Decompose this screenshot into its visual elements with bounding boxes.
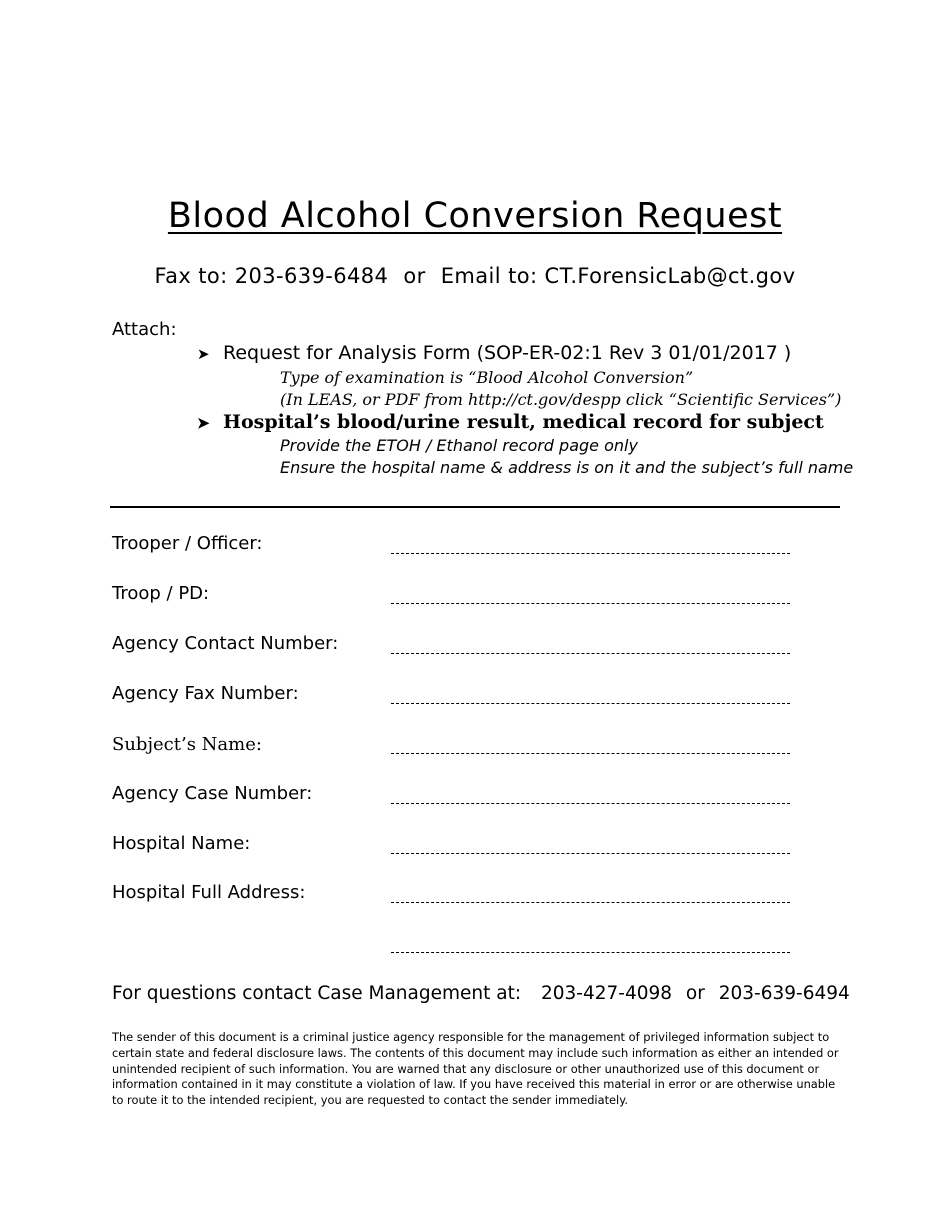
attach-label: Attach: — [112, 319, 177, 340]
attach-item-text: Hospital’s blood/urine result, medical record for subject — [223, 411, 824, 433]
field-label-agency-fax-number: Agency Fax Number: — [112, 683, 299, 704]
field-line-hospital-address-2[interactable] — [391, 952, 790, 953]
fax-label: Fax to: — [154, 264, 228, 288]
attach-item-hospital-record — [197, 411, 824, 433]
attach-item-text: Request for Analysis Form (SOP-ER-02:1 Rev 3 01/01/2017 ) — [223, 342, 792, 364]
questions-text: For questions contact Case Management at: — [112, 983, 522, 1004]
field-line-trooper-officer[interactable] — [391, 553, 790, 554]
section-divider — [110, 506, 840, 508]
case-management-phone-2: 203-639-6494 — [718, 983, 850, 1004]
page-title: Blood Alcohol Conversion Request — [167, 196, 783, 236]
field-label-troop-pd: Troop / PD: — [112, 583, 210, 604]
fax-number: 203-639-6484 — [234, 264, 389, 288]
arrow-bullet-icon: ➤ — [197, 345, 210, 363]
attach-note: Type of examination is “Blood Alcohol Conversion” — [280, 368, 694, 387]
case-management-phone-1: 203-427-4098 — [540, 983, 673, 1004]
field-label-agency-contact-number: Agency Contact Number: — [112, 633, 339, 654]
field-line-troop-pd[interactable] — [391, 603, 790, 604]
field-label-agency-case-number: Agency Case Number: — [112, 783, 313, 804]
field-line-agency-contact-number[interactable] — [391, 653, 790, 654]
questions-line — [112, 983, 850, 1004]
contact-line — [0, 264, 950, 288]
field-line-hospital-address-1[interactable] — [391, 902, 790, 903]
attach-note: (In LEAS, or PDF from http://ct.gov/despp click “Scientific Services”) — [280, 390, 842, 409]
field-line-agency-case-number[interactable] — [391, 803, 790, 804]
attach-note: Ensure the hospital name & address is on it and the subject’s full name — [280, 458, 854, 477]
field-line-agency-fax-number[interactable] — [391, 703, 790, 704]
field-label-hospital-full-address: Hospital Full Address: — [112, 882, 306, 903]
field-label-hospital-name: Hospital Name: — [112, 833, 251, 854]
field-label-trooper-officer: Trooper / Officer: — [112, 533, 263, 554]
contact-connector: or — [403, 264, 426, 288]
field-label-subject-name: Subject’s Name: — [112, 734, 262, 755]
email-address[interactable]: CT.ForensicLab@ct.gov — [544, 264, 796, 288]
field-line-subject-name[interactable] — [391, 753, 790, 754]
questions-connector: or — [685, 983, 705, 1004]
email-label: Email to: — [440, 264, 538, 288]
field-line-hospital-name[interactable] — [391, 853, 790, 854]
attach-note: Provide the ETOH / Ethanol record page only — [280, 436, 638, 455]
attach-item-request-form — [197, 342, 791, 364]
arrow-bullet-icon: ➤ — [197, 414, 210, 432]
confidentiality-disclaimer: The sender of this document is a criminal justice agency responsible for the management of privileged information subject to certain state and federal disclosure laws. The contents of this document may include such information as either an intended or unintended recipient of such information. You are warned that any disclosure or other unauthorized use of this document or information contained in it may constitute a violation of law. If you have received this material in error or are otherwise unable to route it to the intended recipient, you are requested to contact the sender immediately. — [112, 1030, 839, 1108]
